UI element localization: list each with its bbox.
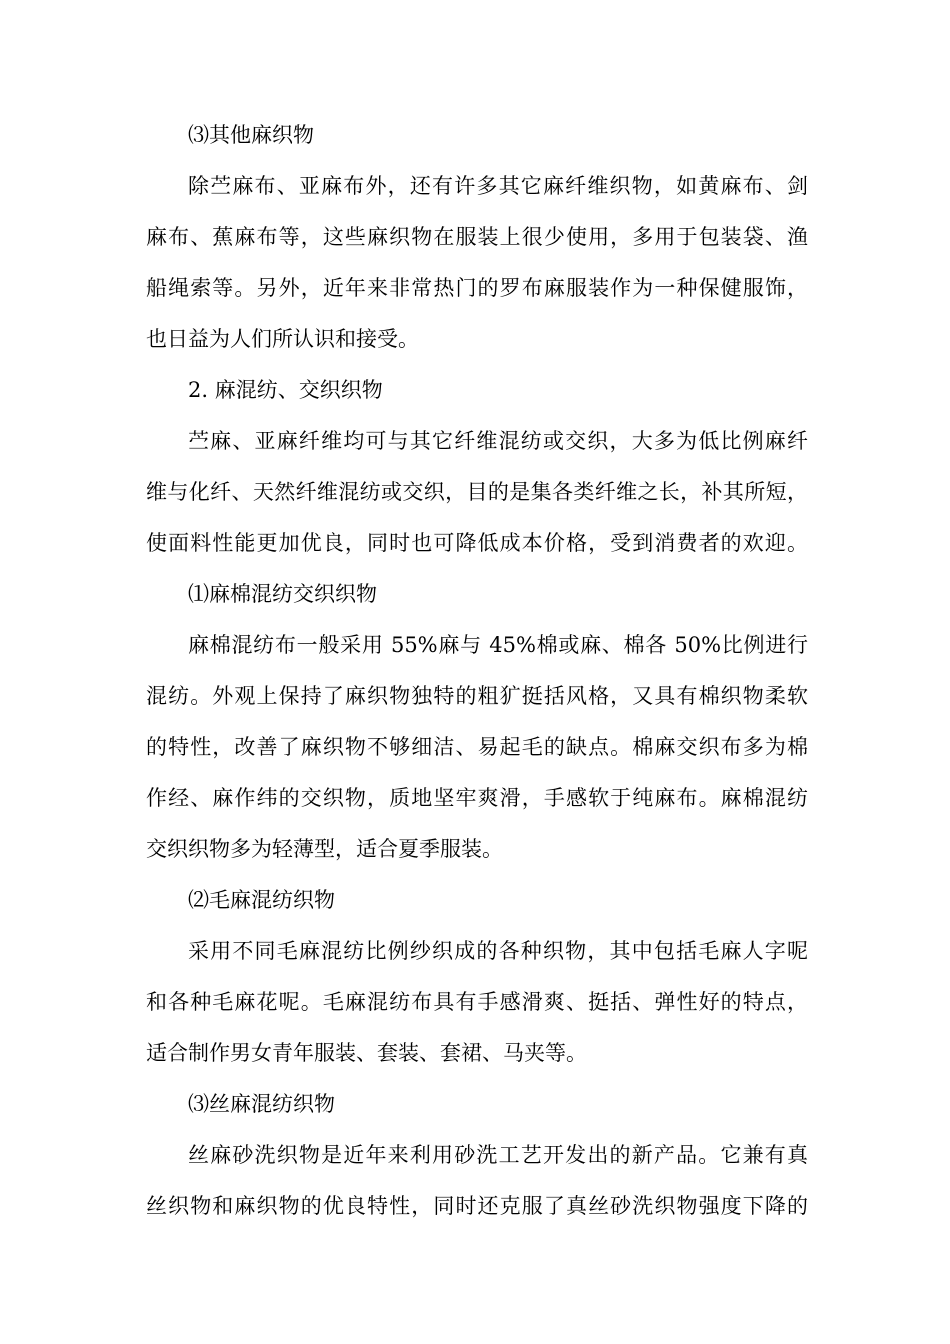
text-line: 麻棉混纺布一般采用 55%麻与 45%棉或麻、棉各 50%比例进行 xyxy=(188,633,808,657)
text-line: 适合制作男女青年服装、套装、套裙、马夹等。 xyxy=(146,1041,587,1065)
text-line: 除苎麻布、亚麻布外，还有许多其它麻纤维织物，如黄麻布、剑 xyxy=(188,174,808,198)
text-line: 和各种毛麻花呢。毛麻混纺布具有手感滑爽、挺括、弹性好的特点， xyxy=(146,990,808,1014)
text-line: 丝麻砂洗织物是近年来利用砂洗工艺开发出的新产品。它兼有真 xyxy=(188,1143,808,1167)
text-line: ⑶丝麻混纺织物 xyxy=(188,1092,335,1116)
text-line: 麻布、蕉麻布等，这些麻织物在服装上很少使用，多用于包装袋、渔 xyxy=(146,225,808,249)
text-line: 2. 麻混纺、交织织物 xyxy=(188,378,383,402)
text-line: 作经、麻作纬的交织物，质地坚牢爽滑，手感软于纯麻布。麻棉混纺 xyxy=(146,786,808,810)
text-line: 使面料性能更加优良，同时也可降低成本价格，受到消费者的欢迎。 xyxy=(146,531,808,555)
text-line: 维与化纤、天然纤维混纺或交织，目的是集各类纤维之长，补其所短， xyxy=(146,480,808,504)
text-line: 混纺。外观上保持了麻织物独特的粗犷挺括风格，又具有棉织物柔软 xyxy=(146,684,808,708)
text-line: 交织织物多为轻薄型，适合夏季服装。 xyxy=(146,837,503,861)
document-body xyxy=(146,116,808,1238)
text-line: ⑴麻棉混纺交织织物 xyxy=(188,582,377,606)
text-line: 船绳索等。另外，近年来非常热门的罗布麻服装作为一种保健服饰， xyxy=(146,276,808,300)
text-line: ⑶其他麻织物 xyxy=(188,123,314,147)
text-line: 也日益为人们所认识和接受。 xyxy=(146,327,419,351)
text-line: ⑵毛麻混纺织物 xyxy=(188,888,335,912)
text-line: 苎麻、亚麻纤维均可与其它纤维混纺或交织，大多为低比例麻纤 xyxy=(188,429,808,453)
text-line: 丝织物和麻织物的优良特性，同时还克服了真丝砂洗织物强度下降的 xyxy=(146,1194,808,1218)
text-line: 的特性，改善了麻织物不够细洁、易起毛的缺点。棉麻交织布多为棉 xyxy=(146,735,808,759)
text-line: 采用不同毛麻混纺比例纱织成的各种织物，其中包括毛麻人字呢 xyxy=(188,939,808,963)
